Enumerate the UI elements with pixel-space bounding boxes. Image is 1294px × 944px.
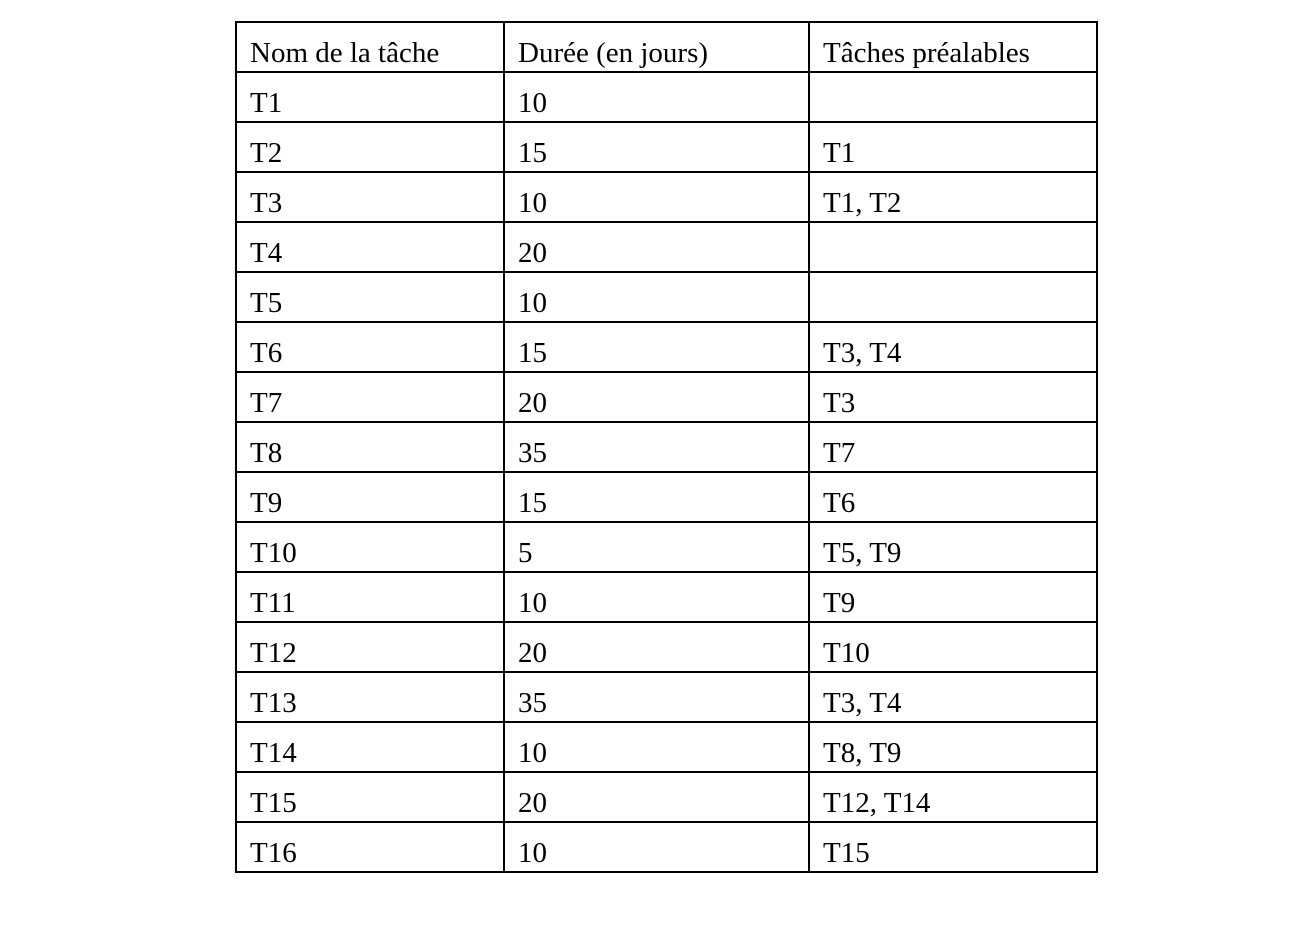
task-name-cell	[236, 722, 504, 772]
duration-cell-text: 10	[518, 737, 547, 770]
duration-cell	[504, 222, 809, 272]
table-row	[236, 272, 1097, 322]
task-name-cell	[236, 772, 504, 822]
task-name-cell-text: T13	[250, 687, 297, 720]
task-name-cell-text: T15	[250, 787, 297, 820]
prerequisites-cell-text: T8, T9	[823, 737, 902, 770]
duration-cell-text: 10	[518, 287, 547, 320]
duration-cell-text: 20	[518, 237, 547, 270]
duration-cell-text: 5	[518, 537, 533, 570]
table-row	[236, 322, 1097, 372]
duration-cell-text: 20	[518, 387, 547, 420]
header-task-name	[236, 22, 504, 72]
duration-cell	[504, 772, 809, 822]
task-name-cell-text: T5	[250, 287, 283, 320]
duration-cell-text: 35	[518, 687, 547, 720]
duration-cell	[504, 372, 809, 422]
duration-cell	[504, 122, 809, 172]
task-name-cell	[236, 372, 504, 422]
task-table	[235, 21, 1098, 873]
prerequisites-cell-text: T1, T2	[823, 187, 902, 220]
task-name-cell-text: T2	[250, 137, 283, 170]
duration-cell	[504, 472, 809, 522]
prerequisites-cell-text: T9	[823, 587, 856, 620]
prerequisites-cell	[809, 672, 1097, 722]
task-name-cell	[236, 522, 504, 572]
prerequisites-cell-text: T5, T9	[823, 537, 902, 570]
prerequisites-cell-text: T1	[823, 137, 856, 170]
task-name-cell-text: T9	[250, 487, 283, 520]
task-name-cell	[236, 672, 504, 722]
duration-cell-text: 15	[518, 487, 547, 520]
prerequisites-cell	[809, 122, 1097, 172]
task-name-cell-text: T8	[250, 437, 283, 470]
task-name-cell	[236, 222, 504, 272]
task-name-cell	[236, 322, 504, 372]
task-name-cell-text: T3	[250, 187, 283, 220]
task-name-cell	[236, 272, 504, 322]
table-row	[236, 72, 1097, 122]
duration-cell	[504, 572, 809, 622]
prerequisites-cell	[809, 822, 1097, 872]
prerequisites-cell	[809, 372, 1097, 422]
table-row	[236, 422, 1097, 472]
task-name-cell	[236, 72, 504, 122]
prerequisites-cell	[809, 72, 1097, 122]
prerequisites-cell	[809, 222, 1097, 272]
prerequisites-cell-text: T6	[823, 487, 856, 520]
table-row	[236, 522, 1097, 572]
header-prerequisites	[809, 22, 1097, 72]
table-row	[236, 622, 1097, 672]
header-duration	[504, 22, 809, 72]
task-name-cell-text: T16	[250, 837, 297, 870]
prerequisites-cell	[809, 172, 1097, 222]
table-row	[236, 572, 1097, 622]
task-name-cell	[236, 172, 504, 222]
task-name-cell-text: T10	[250, 537, 297, 570]
duration-cell	[504, 322, 809, 372]
duration-cell-text: 20	[518, 637, 547, 670]
duration-cell-text: 10	[518, 837, 547, 870]
prerequisites-cell	[809, 722, 1097, 772]
table-body	[236, 22, 1097, 872]
duration-cell	[504, 72, 809, 122]
duration-cell-text: 15	[518, 337, 547, 370]
table-row	[236, 722, 1097, 772]
duration-cell	[504, 722, 809, 772]
prerequisites-cell	[809, 572, 1097, 622]
duration-cell	[504, 822, 809, 872]
table-row	[236, 172, 1097, 222]
task-name-cell	[236, 122, 504, 172]
prerequisites-cell-text: T3, T4	[823, 687, 902, 720]
prerequisites-cell-text: T12, T14	[823, 787, 931, 820]
duration-cell-text: 15	[518, 137, 547, 170]
header-task-name-label: Nom de la tâche	[250, 37, 440, 70]
task-name-cell-text: T14	[250, 737, 297, 770]
task-name-cell-text: T4	[250, 237, 283, 270]
duration-cell	[504, 422, 809, 472]
duration-cell-text: 35	[518, 437, 547, 470]
task-name-cell-text: T6	[250, 337, 283, 370]
prerequisites-cell-text: T10	[823, 637, 870, 670]
prerequisites-cell	[809, 272, 1097, 322]
duration-cell	[504, 272, 809, 322]
task-name-cell	[236, 822, 504, 872]
task-name-cell	[236, 472, 504, 522]
duration-cell	[504, 622, 809, 672]
prerequisites-cell-text: T15	[823, 837, 870, 870]
table-row	[236, 772, 1097, 822]
header-duration-label: Durée (en jours)	[518, 37, 709, 70]
table-row	[236, 672, 1097, 722]
header-prerequisites-label: Tâches préalables	[823, 37, 1030, 70]
table-header-row	[236, 22, 1097, 72]
task-name-cell	[236, 422, 504, 472]
task-name-cell-text: T1	[250, 87, 283, 120]
task-name-cell	[236, 572, 504, 622]
prerequisites-cell	[809, 322, 1097, 372]
duration-cell-text: 10	[518, 587, 547, 620]
table-row	[236, 822, 1097, 872]
duration-cell	[504, 672, 809, 722]
table-row	[236, 472, 1097, 522]
table-row	[236, 122, 1097, 172]
prerequisites-cell-text: T3	[823, 387, 856, 420]
prerequisites-cell	[809, 622, 1097, 672]
task-name-cell-text: T11	[250, 587, 296, 620]
duration-cell-text: 20	[518, 787, 547, 820]
prerequisites-cell-text: T7	[823, 437, 856, 470]
prerequisites-cell-text: T3, T4	[823, 337, 902, 370]
task-name-cell-text: T7	[250, 387, 283, 420]
prerequisites-cell	[809, 422, 1097, 472]
duration-cell	[504, 172, 809, 222]
duration-cell	[504, 522, 809, 572]
duration-cell-text: 10	[518, 187, 547, 220]
duration-cell-text: 10	[518, 87, 547, 120]
prerequisites-cell	[809, 772, 1097, 822]
prerequisites-cell	[809, 472, 1097, 522]
task-name-cell	[236, 622, 504, 672]
prerequisites-cell	[809, 522, 1097, 572]
table-row	[236, 222, 1097, 272]
table-row	[236, 372, 1097, 422]
task-name-cell-text: T12	[250, 637, 297, 670]
